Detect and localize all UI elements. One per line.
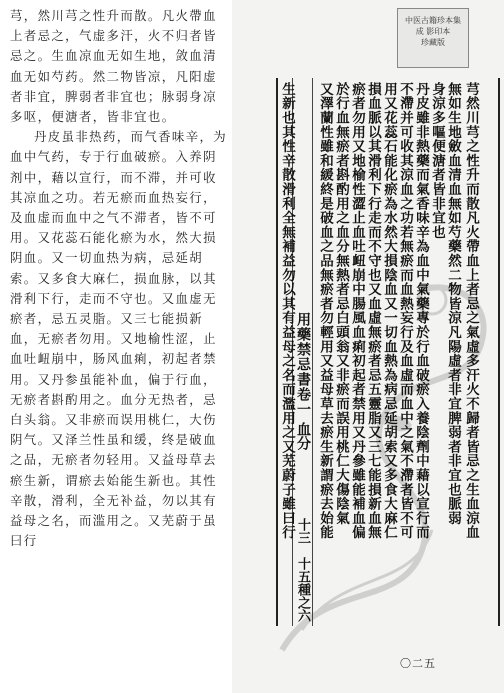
text-column-3: 身涼多嘔便溏者皆非宜也 <box>429 82 445 240</box>
text-column-9: 於行血無瘀者斟酌用之血分無熱者忌白頭翁又非瘀而誤用桃仁大傷陰氣 <box>333 82 349 526</box>
section-name: 血分 <box>295 422 311 450</box>
text-column-11: 生新也其性辛散滑利全無補益勿以其有益母之名而濫用之又芜蔚子雖曰行 <box>279 82 295 540</box>
text-column-2: 無如生地斂血清血無如芍藥然二物皆涼凡陽虛者非宜脾弱者非宜也脈弱 <box>445 82 461 526</box>
seal-text: 中医古籍珍本集成 影印本 <box>405 16 461 36</box>
right-page-scan <box>232 0 504 693</box>
text-column-4: 丹皮雖非熱藥而氣香味辛為血中氣藥專於行血破瘀入養陰劑中藉以宣行而 <box>413 82 429 540</box>
book-title: 用藥禁忌書卷一 <box>295 312 311 417</box>
center-margin <box>293 82 311 622</box>
seal-subtext: 珍藏版 <box>421 38 445 47</box>
page-number: 〇二五 <box>400 657 436 670</box>
text-column-6: 用又花蕊石能化瘀為水然大損陰血又一切血熱為病忌延胡索又多食大麻仁 <box>381 82 397 540</box>
paragraph-2: 丹皮虽非热药，而气香味辛，为血中气药，专于行血破瘀。入养阴剂中，藉以宣行，而不滞，并可收其凉血之功。若无瘀而血热妄行，及血虚而血中之气不滞者，皆不可用。又花蕊石能化瘀为水，然大损阴血。又一切血热为病，忌延胡索。又多食大麻仁，损血脉，以其滑利下行，走而不守也。又血虚无瘀者，忌五灵脂。又三七能损新血，无瘀者勿用。又地榆性涩，止血吐衄崩中，肠风血痢，初起者禁用。又丹参虽能补血，偏于行血，无瘀者斟酌用之。血分无热者，忌白头翁。又非瘀而误用桃仁，大伤阴气。又泽兰性虽和缓，终是破血之品，无瘀者勿轻用。又益母草去瘀生新，谓瘀去始能生新也。其性辛散，滑利，全无补益，勿以其有益母之名，而滥用之。又芜蔚于虽曰行 <box>10 129 228 549</box>
text-column-7: 損血脈以其滑利下行走而不守也又血虛無瘀者忌五靈脂又三七能損新血無 <box>365 82 381 540</box>
text-column-8: 瘀者勿用又地榆性澀止血吐衄崩中腸風血痢初起者禁用又丹參雖能補血偏 <box>349 82 365 540</box>
library-seal <box>397 8 469 68</box>
text-column-1: 芎然川芎之性升而散凡火帶血上者忌之氣虛多汗火不歸者皆忌之生血涼血 <box>463 82 479 540</box>
left-page-text <box>10 6 228 551</box>
text-column-10: 又澤蘭性雖和緩終是破血之品無瘀者勿輕用又益母草去瘀生新謂瘀去始能 <box>317 82 333 540</box>
text-column-5: 不滯并可收其涼血之功若無瘀而血熱妄行及血虛而血中之氣不滯者皆不可 <box>397 82 413 540</box>
folio-number: 十三 十五種之六 <box>295 518 310 622</box>
paragraph-1: 芎，然川芎之性升而散。凡火帶血上者忌之，气虚多汗，火不归者皆忌之。生血凉血无如生地，敛血清血无如芍药。然二物皆凉，凡阳虚者非宜，脾弱者非宜也；脉弱身凉多呕，便溏者，皆非宜也。 <box>10 8 217 125</box>
left-page <box>0 0 232 693</box>
scan-inner <box>232 0 504 693</box>
